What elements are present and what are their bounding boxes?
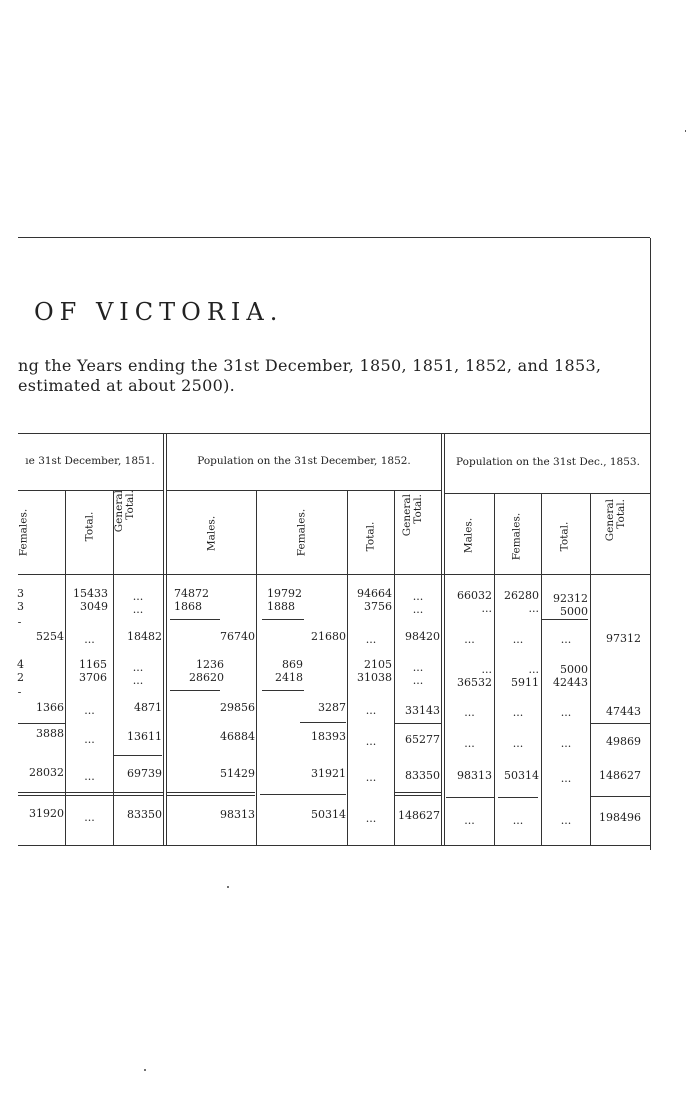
table-cell: 83350: [127, 808, 162, 821]
table-cell: ...: [464, 814, 475, 827]
total-rule: [18, 792, 163, 793]
table-cell: ...: [560, 737, 572, 750]
table-cell: 15433 3049: [73, 587, 108, 613]
table-cell: 5000 42443: [553, 663, 588, 689]
table-cell: ...: [84, 733, 95, 746]
table-cell: 1165 3706: [79, 658, 107, 684]
subtitle-line-1: ng the Years ending the 31st December, 1850, 1851, 1852, and 1853,: [18, 356, 602, 375]
table-cell: ... ...: [132, 661, 144, 687]
table-cell: 50314: [504, 769, 539, 782]
col-header-total-1852: Total.: [364, 521, 377, 552]
col-header-total-1851: Total.: [83, 511, 96, 542]
dash-mark: [18, 692, 21, 693]
table-cell: 19792 1888: [267, 587, 302, 613]
table-cell: 98313: [457, 769, 492, 782]
table-cell: 50314: [311, 808, 346, 821]
table-cell: ...: [84, 633, 95, 646]
total-rule: [18, 795, 163, 796]
total-rule: [167, 795, 255, 796]
table-cell: ...: [84, 704, 95, 717]
table-cell: ...: [560, 814, 572, 827]
table-cell: 21680: [311, 630, 346, 643]
table-bottom-rule: [18, 845, 650, 846]
table-cell: 4871: [134, 701, 162, 714]
col-header-total-1853: Total.: [558, 521, 571, 552]
row-rule: [114, 755, 162, 756]
table-cell: 4 2: [17, 658, 24, 684]
print-speck: [144, 1069, 146, 1071]
table-top-rule: [18, 433, 650, 434]
subtotal-rule: [262, 619, 304, 620]
row-rule: [300, 722, 346, 723]
col-header-males-1852: Males.: [205, 515, 218, 552]
table-cell: 74872 1868: [174, 587, 209, 613]
table-cell: 98313: [220, 808, 255, 821]
table-cell: 18482: [127, 630, 162, 643]
table-cell: 92312 5000: [553, 592, 588, 618]
col-header-females-1851: Females.: [17, 508, 30, 557]
table-cell: 3287: [318, 701, 346, 714]
table-cell: 3888: [36, 727, 64, 740]
total-rule: [167, 792, 255, 793]
table-cell: 66032 ...: [457, 589, 492, 615]
table-cell: 76740: [220, 630, 255, 643]
table-cell: ...: [365, 771, 377, 784]
table-cell: ...: [560, 772, 572, 785]
table-cell: 2105 31038: [357, 658, 392, 684]
group-header-rule: [445, 493, 650, 494]
table-cell: ...: [464, 706, 475, 719]
table-cell: ... ...: [412, 661, 424, 687]
subtotal-rule: [170, 690, 220, 691]
table-cell: ...: [365, 812, 377, 825]
table-cell: 49869: [606, 735, 641, 748]
table-cell: 26280 ...: [504, 589, 539, 615]
group-header-rule: [167, 490, 441, 491]
page-title: OF VICTORIA.: [34, 298, 284, 326]
table-cell: 51429: [220, 767, 255, 780]
table-cell: ...: [560, 633, 572, 646]
row-rule: [590, 723, 650, 724]
row-rule: [395, 723, 441, 724]
subtitle-line-2: estimated at about 2500).: [18, 376, 235, 395]
table-cell: 5254: [36, 630, 64, 643]
table-cell: ...: [365, 704, 377, 717]
table-cell: ...: [84, 770, 95, 783]
group-header-1851: ıe 31st December, 1851.: [25, 455, 155, 467]
table-cell: ...: [464, 737, 475, 750]
table-cell: 31920: [29, 807, 64, 820]
total-rule: [446, 797, 494, 798]
print-speck: [227, 886, 229, 888]
table-cell: 47443: [606, 705, 641, 718]
table-cell: ... 36532: [457, 663, 492, 689]
total-rule: [395, 795, 441, 796]
table-cell: ...: [512, 706, 524, 719]
table-cell: 69739: [127, 767, 162, 780]
table-cell: 46884: [220, 730, 255, 743]
table-cell: 1366: [36, 701, 64, 714]
top-rule: [18, 237, 650, 238]
column-header-rule: [18, 574, 650, 575]
group-header-rule: [18, 490, 163, 491]
table-cell: 94664 3756: [357, 587, 392, 613]
total-rule: [395, 792, 441, 793]
table-cell: ...: [464, 633, 475, 646]
col-header-males-1853: Males.: [462, 517, 475, 554]
total-rule: [591, 796, 650, 797]
table-cell: 65277: [405, 733, 440, 746]
col-header-females-1853: Females.: [510, 512, 523, 561]
table-cell: 28032: [29, 766, 64, 779]
table-cell: 1236 28620: [189, 658, 224, 684]
table-cell: ...: [365, 633, 377, 646]
row-rule: [18, 723, 65, 724]
table-cell: 97312: [606, 632, 641, 645]
group-divider: [163, 434, 164, 845]
table-cell: ... ...: [132, 590, 144, 616]
table-cell: 3 3: [17, 587, 24, 613]
subtotal-rule: [262, 690, 304, 691]
table-cell: 18393: [311, 730, 346, 743]
table-cell: 98420: [405, 630, 440, 643]
column-separator: [590, 494, 591, 845]
table-cell: 29856: [220, 701, 255, 714]
table-cell: ... 5911: [511, 663, 539, 689]
print-speck: [685, 130, 686, 132]
total-rule: [260, 794, 346, 795]
col-header-females-1852: Females.: [295, 508, 308, 557]
table-cell: 13611: [127, 730, 162, 743]
group-header-1852: Population on the 31st December, 1852.: [197, 455, 411, 467]
table-cell: 148627: [398, 809, 440, 822]
table-cell: 148627: [599, 769, 641, 782]
table-cell: 198496: [599, 811, 641, 824]
right-border: [650, 238, 651, 850]
group-divider: [441, 434, 442, 845]
subtotal-rule: [170, 619, 220, 620]
table-cell: ...: [512, 737, 524, 750]
table-cell: ...: [84, 811, 95, 824]
group-header-1853: Population on the 31st Dec., 1853.: [456, 456, 640, 468]
table-cell: ...: [512, 633, 524, 646]
col-header-general-1851: General Total.: [113, 490, 136, 533]
col-header-general-1852: General Total.: [401, 494, 424, 537]
table-cell: 869 2418: [275, 658, 303, 684]
dash-mark: [18, 622, 21, 623]
table-cell: ... ...: [412, 590, 424, 616]
table-cell: 31921: [311, 767, 346, 780]
subtotal-rule: [542, 619, 588, 620]
table-cell: ...: [512, 814, 524, 827]
table-cell: 33143: [405, 704, 440, 717]
total-rule: [498, 797, 538, 798]
table-cell: ...: [560, 706, 572, 719]
table-cell: ...: [365, 735, 377, 748]
col-header-general-1853: General Total.: [604, 499, 627, 542]
table-cell: 83350: [405, 769, 440, 782]
